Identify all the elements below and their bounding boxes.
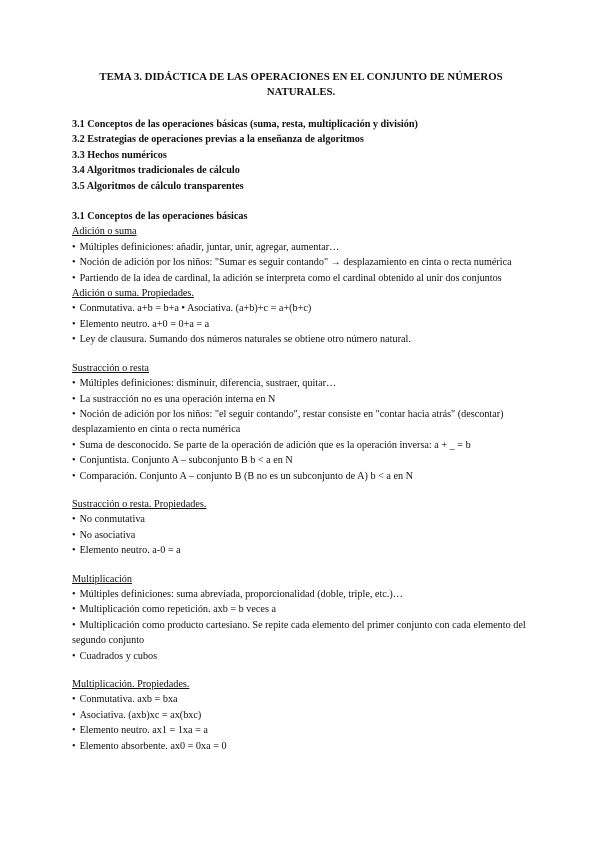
list-item: • Cuadrados y cubos xyxy=(72,649,530,664)
list-item: • Elemento neutro. ax1 = 1xa = a xyxy=(72,723,530,738)
subheading: Sustracción o resta xyxy=(72,362,149,374)
list-item: • Multiplicación como producto cartesiano. Se repite cada elemento del primer conjunto con cada elemento del segundo conjunto xyxy=(72,618,530,649)
block-addition xyxy=(72,224,530,286)
list-item: • Noción de adición por los niños: "el seguir contando", restar consiste en "contar hacia atrás" (descontar) desplazamiento en cinta o recta numérica xyxy=(72,407,530,438)
spacer xyxy=(72,664,530,677)
block-addition-properties xyxy=(72,286,530,348)
list-item: • Múltiples definiciones: añadir, juntar, unir, agregar, aumentar… xyxy=(72,240,530,255)
list-item: • Elemento neutro. a+0 = 0+a = a xyxy=(72,317,530,332)
toc-item: 3.4 Algoritmos tradicionales de cálculo xyxy=(72,165,240,177)
list-item: • Elemento neutro. a-0 = a xyxy=(72,543,530,558)
subheading: Adición o suma xyxy=(72,226,137,238)
list-item: • No asociativa xyxy=(72,528,530,543)
list-item: • Suma de desconocido. Se parte de la operación de adición que es la operación inversa: a + _ = b xyxy=(72,438,530,453)
table-of-contents xyxy=(72,117,530,194)
block-multiplication xyxy=(72,572,530,664)
list-item: • Conmutativa. axb = bxa xyxy=(72,692,530,707)
block-subtraction-properties xyxy=(72,497,530,559)
list-item: • Múltiples definiciones: suma abreviada, proporcionalidad (doble, triple, etc.)… xyxy=(72,587,530,602)
list-item: • Asociativa. (axb)xc = ax(bxc) xyxy=(72,708,530,723)
subheading: Adición o suma. Propiedades. xyxy=(72,288,194,300)
toc-item: 3.3 Hechos numéricos xyxy=(72,149,167,161)
list-item: • La sustracción no es una operación interna en N xyxy=(72,392,530,407)
toc-item: 3.5 Algoritmos de cálculo transparentes xyxy=(72,180,244,192)
section-heading: 3.1 Conceptos de las operaciones básicas xyxy=(72,211,248,223)
subheading: Sustracción o resta. Propiedades. xyxy=(72,498,207,510)
document-title: TEMA 3. DIDÁCTICA DE LAS OPERACIONES EN EL CONJUNTO DE NÚMEROS NATURALES. xyxy=(99,71,503,98)
list-item: • Elemento absorbente. ax0 = 0xa = 0 xyxy=(72,739,530,754)
list-item: • Conjuntista. Conjunto A – subconjunto B b < a en N xyxy=(72,453,530,468)
list-item: • Noción de adición por los niños: "Sumar es seguir contando" → desplazamiento en cinta o recta numérica xyxy=(72,255,530,270)
list-item: • Múltiples definiciones: disminuir, diferencia, sustraer, quitar… xyxy=(72,376,530,391)
toc-item: 3.1 Conceptos de las operaciones básicas (suma, resta, multiplicación y división) xyxy=(72,119,418,130)
list-item: • Comparación. Conjunto A – conjunto B (B no es un subconjunto de A) b < a en N xyxy=(72,469,530,484)
list-item: • Partiendo de la idea de cardinal, la adición se interpreta como el cardinal obtenido al unir dos conjuntos xyxy=(72,271,530,286)
list-item: • Conmutativa. a+b = b+a • Asociativa. (a+b)+c = a+(b+c) xyxy=(72,301,530,316)
list-item: • Ley de clausura. Sumando dos números naturales se obtiene otro número natural. xyxy=(72,332,530,347)
spacer xyxy=(72,348,530,361)
subheading: Multiplicación xyxy=(72,573,132,585)
spacer xyxy=(72,559,530,572)
block-multiplication-properties xyxy=(72,677,530,754)
toc-item: 3.2 Estrategias de operaciones previas a la enseñanza de algoritmos xyxy=(72,134,364,146)
block-subtraction xyxy=(72,361,530,484)
list-item: • No conmutativa xyxy=(72,512,530,527)
spacer xyxy=(72,484,530,497)
subheading: Multiplicación. Propiedades. xyxy=(72,679,190,690)
list-item: • Multiplicación como repetición. axb = b veces a xyxy=(72,602,530,617)
document-page xyxy=(72,70,530,754)
